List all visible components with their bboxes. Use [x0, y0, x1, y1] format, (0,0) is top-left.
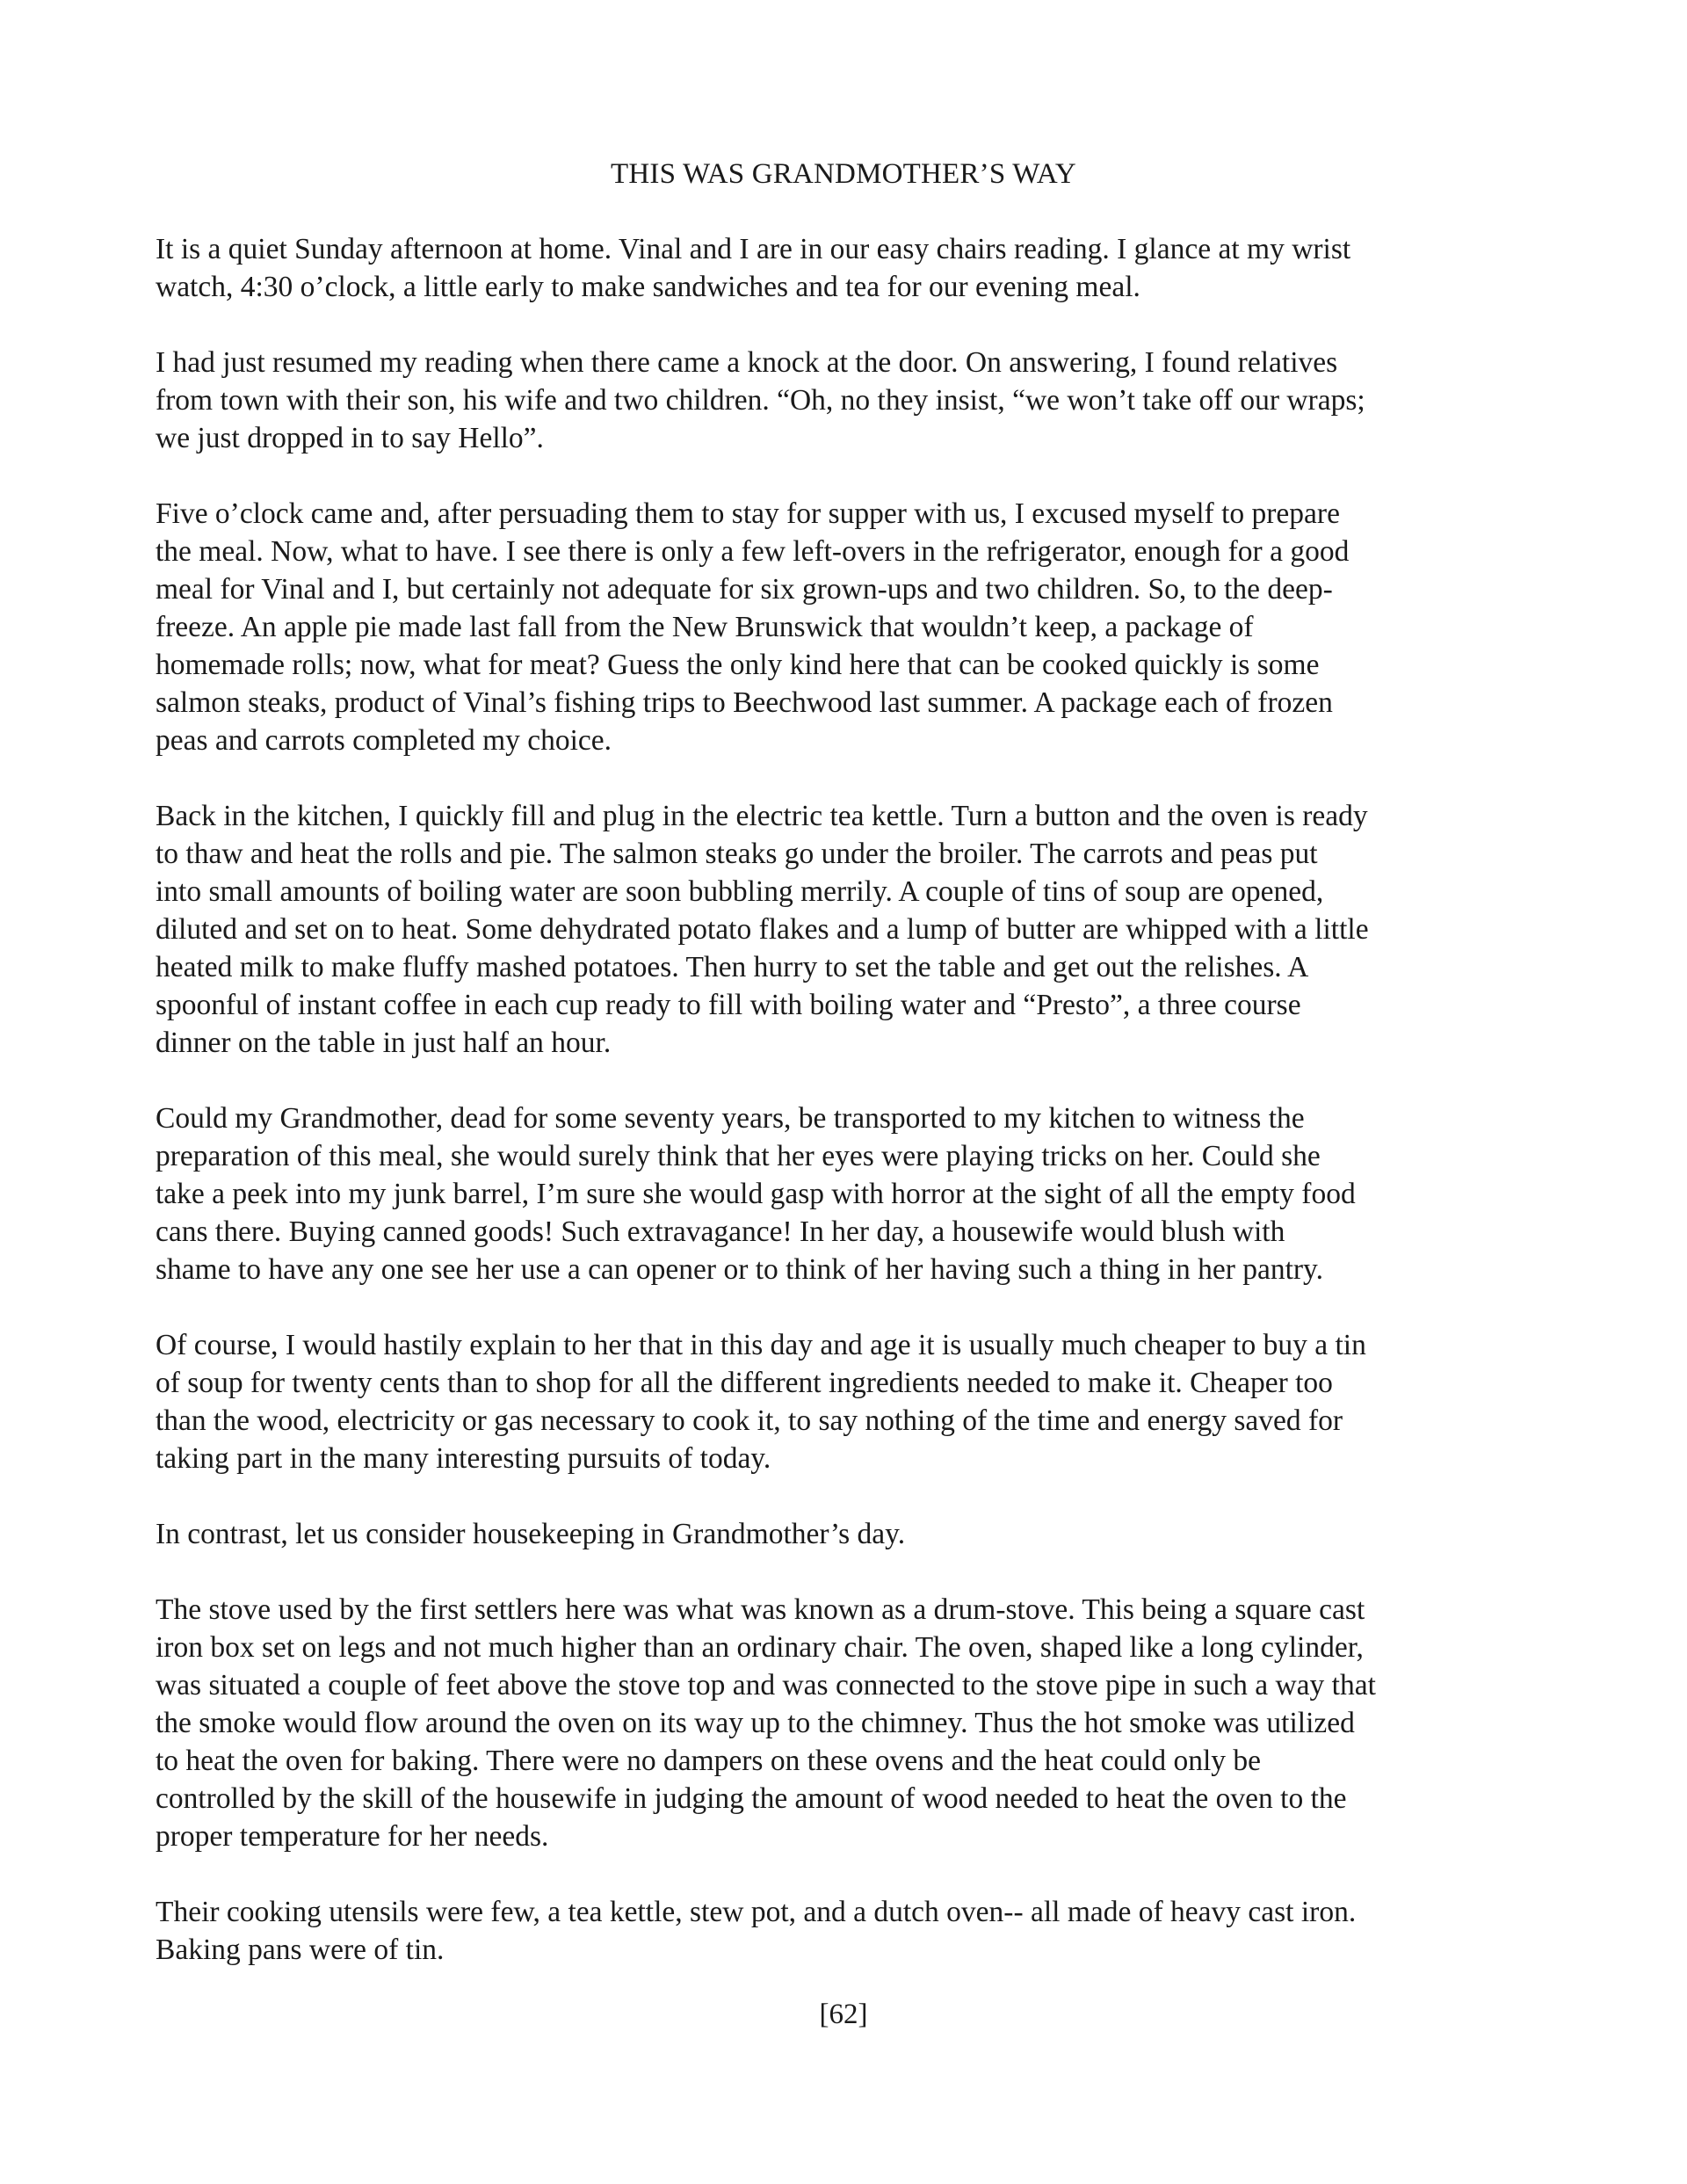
text-line: meal for Vinal and I, but certainly not adequate for six grown-ups and two children. So, to the deep- [156, 573, 1333, 606]
text-line: to heat the oven for baking. There were no dampers on these ovens and the heat could only be [156, 1745, 1262, 1777]
text-line: Their cooking utensils were few, a tea kettle, stew pot, and a dutch oven-- all made of heavy cast iron. [156, 1896, 1357, 1928]
text-line: freeze. An apple pie made last fall from the New Brunswick that wouldn’t keep, a package of [156, 611, 1254, 643]
text-line: The stove used by the first settlers here was what was known as a drum-stove. This being a square cast [156, 1593, 1365, 1626]
text-line: Baking pans were of tin. [156, 1934, 445, 1966]
document-body [156, 230, 1544, 2006]
text-line: preparation of this meal, she would surely think that her eyes were playing tricks on her. Could she [156, 1140, 1321, 1172]
text-line: taking part in the many interesting pursuits of today. [156, 1442, 771, 1475]
paragraph [156, 495, 1544, 759]
paragraph [156, 1099, 1544, 1288]
text-line: watch, 4:30 o’clock, a little early to make sandwiches and tea for our evening meal. [156, 271, 1140, 303]
text-line: Could my Grandmother, dead for some seventy years, be transported to my kitchen to witness the [156, 1102, 1305, 1135]
text-line: cans there. Buying canned goods! Such extravagance! In her day, a housewife would blush with [156, 1215, 1285, 1248]
text-line: of soup for twenty cents than to shop for all the different ingredients needed to make it. Cheaper too [156, 1367, 1333, 1399]
text-line: Of course, I would hastily explain to her that in this day and age it is usually much cheaper to buy a tin [156, 1329, 1366, 1361]
page-title: THIS WAS GRANDMOTHER’S WAY [611, 158, 1076, 190]
paragraph [156, 1515, 1544, 1553]
text-line: than the wood, electricity or gas necessary to cook it, to say nothing of the time and energy saved for [156, 1404, 1343, 1437]
text-line: was situated a couple of feet above the stove top and was connected to the stove pipe in such a way that [156, 1669, 1376, 1701]
text-line: diluted and set on to heat. Some dehydrated potato flakes and a lump of butter are whipped with a little [156, 913, 1369, 946]
paragraph [156, 230, 1544, 306]
paragraph [156, 797, 1544, 1062]
text-line: to thaw and heat the rolls and pie. The salmon steaks go under the broiler. The carrots and peas put [156, 838, 1318, 870]
text-line: homemade rolls; now, what for meat? Guess the only kind here that can be cooked quickly is some [156, 649, 1320, 681]
text-line: Five o’clock came and, after persuading them to stay for supper with us, I excused myself to prepare [156, 497, 1340, 530]
text-line: from town with their son, his wife and two children. “Oh, no they insist, “we won’t take off our wraps; [156, 384, 1365, 417]
text-line: take a peek into my junk barrel, I’m sure she would gasp with horror at the sight of all the empty food [156, 1178, 1356, 1210]
text-line: iron box set on legs and not much higher than an ordinary chair. The oven, shaped like a long cylinder, [156, 1631, 1364, 1664]
paragraph [156, 344, 1544, 457]
text-line: heated milk to make fluffy mashed potatoes. Then hurry to set the table and get out the relishes. A [156, 951, 1309, 983]
text-line: spoonful of instant coffee in each cup ready to fill with boiling water and “Presto”, a three course [156, 989, 1301, 1021]
text-line: we just dropped in to say Hello”. [156, 422, 544, 454]
text-line: shame to have any one see her use a can opener or to think of her having such a thing in her pantry. [156, 1253, 1324, 1286]
text-line: into small amounts of boiling water are soon bubbling merrily. A couple of tins of soup are opened, [156, 875, 1324, 908]
paragraph [156, 1591, 1544, 1855]
text-line: dinner on the table in just half an hour. [156, 1027, 612, 1059]
paragraph [156, 1326, 1544, 1477]
text-line: salmon steaks, product of Vinal’s fishing trips to Beechwood last summer. A package each of frozen [156, 686, 1333, 719]
text-line: the meal. Now, what to have. I see there is only a few left-overs in the refrigerator, enough for a good [156, 535, 1350, 568]
text-line: proper temperature for her needs. [156, 1820, 549, 1853]
text-line: I had just resumed my reading when there came a knock at the door. On answering, I found relatives [156, 346, 1338, 379]
text-line: It is a quiet Sunday afternoon at home. Vinal and I are in our easy chairs reading. I glance at my wrist [156, 233, 1351, 265]
paragraph [156, 1893, 1544, 1969]
page-number: [62] [819, 1999, 868, 2030]
text-line: peas and carrots completed my choice. [156, 724, 612, 757]
text-line: controlled by the skill of the housewife in judging the amount of wood needed to heat the oven to the [156, 1782, 1347, 1815]
text-line: Back in the kitchen, I quickly fill and plug in the electric tea kettle. Turn a button and the oven is ready [156, 800, 1368, 832]
text-line: the smoke would flow around the oven on its way up to the chimney. Thus the hot smoke was utilized [156, 1707, 1355, 1739]
text-line: In contrast, let us consider housekeeping in Grandmother’s day. [156, 1518, 906, 1550]
